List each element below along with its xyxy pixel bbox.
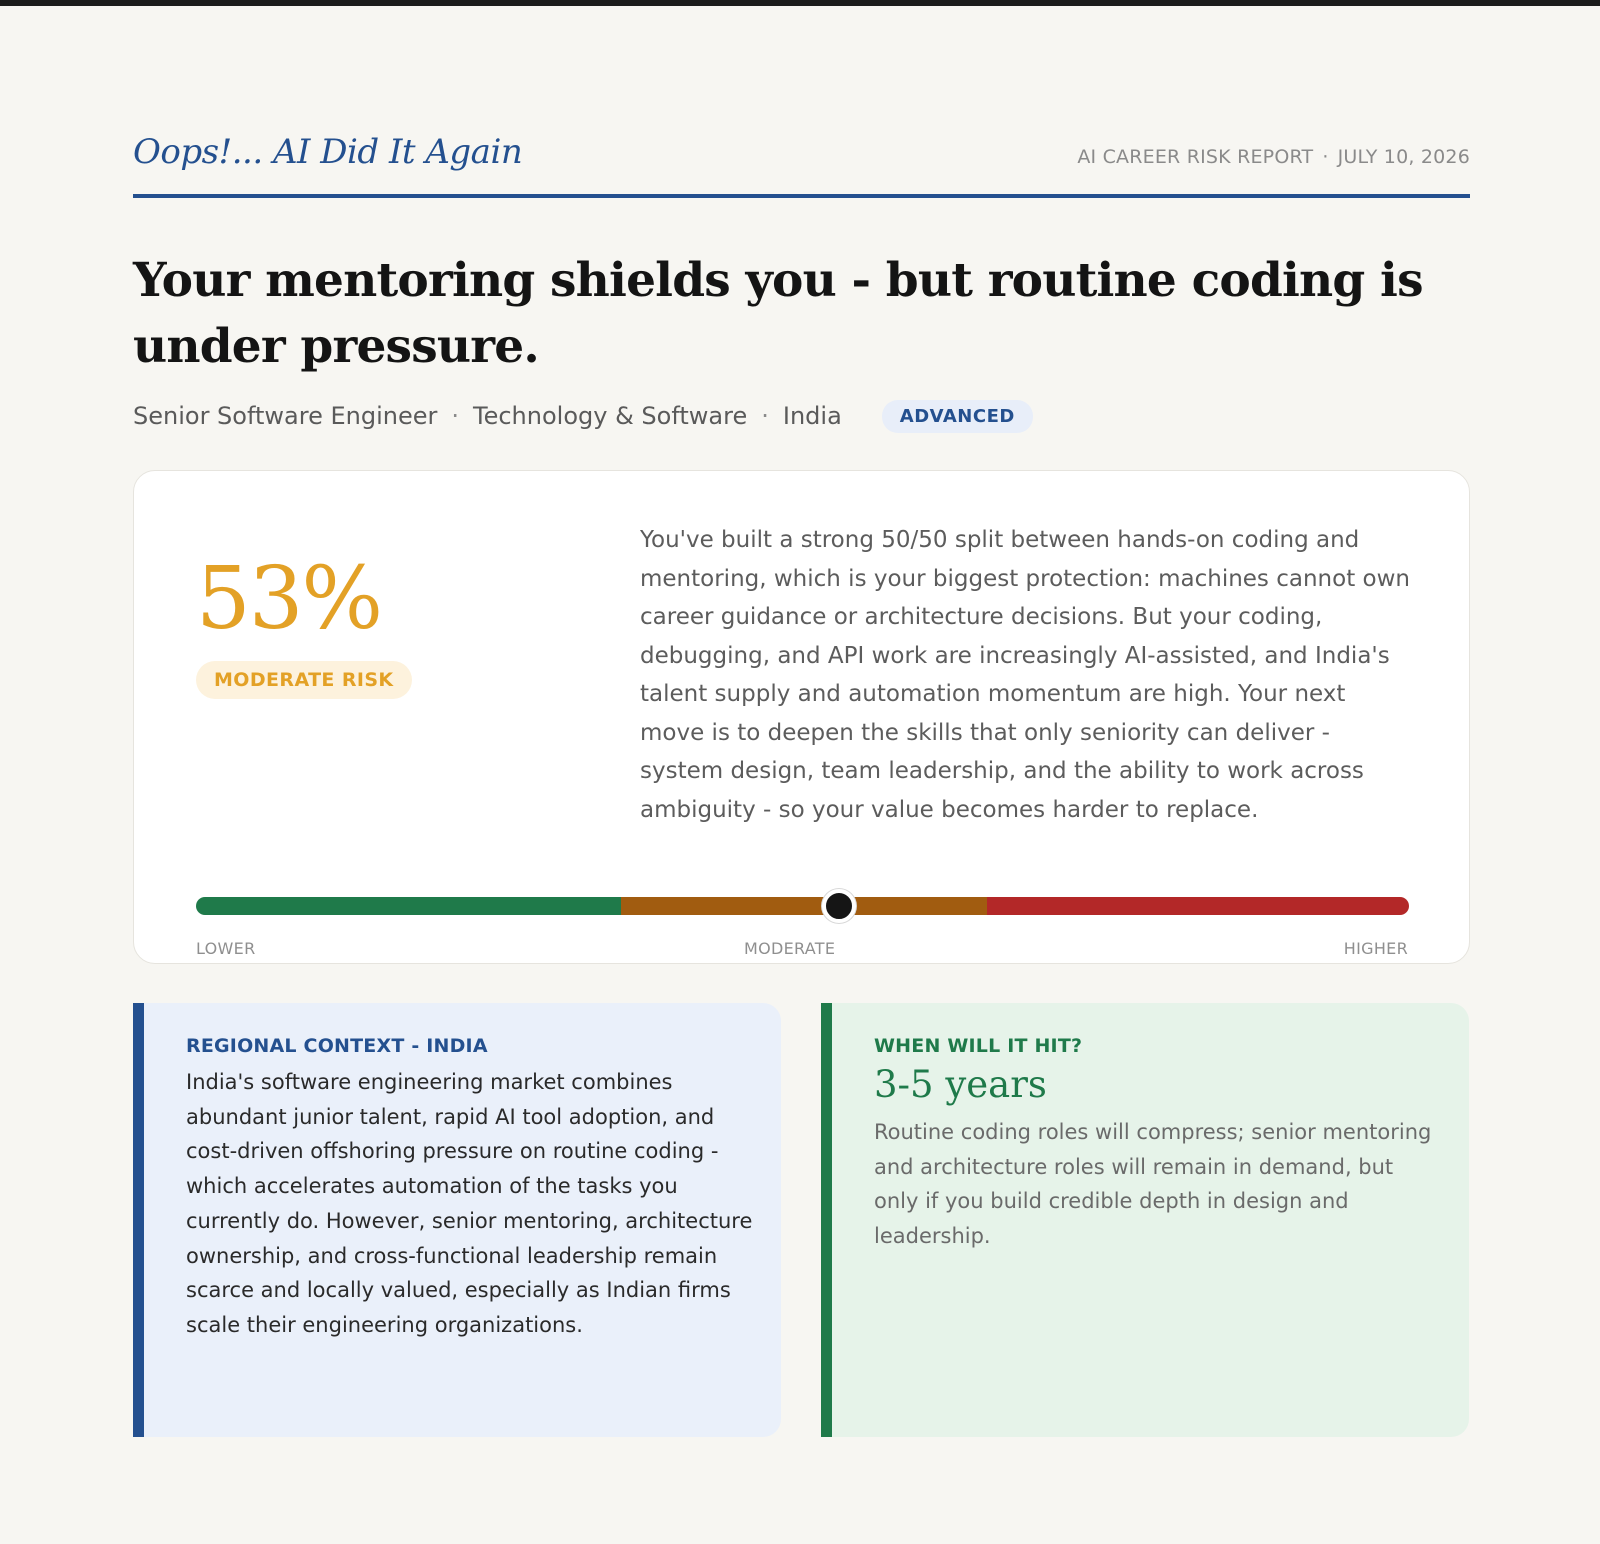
risk-score-card bbox=[133, 470, 1470, 964]
risk-meter-bar bbox=[196, 897, 1409, 915]
meter-label-high: HIGHER bbox=[1343, 939, 1408, 958]
meter-label-low: LOWER bbox=[196, 939, 256, 958]
page-title: Your mentoring shields you - but routine coding is under pressure. bbox=[133, 253, 1423, 374]
regional-context-title: REGIONAL CONTEXT - INDIA bbox=[186, 1035, 488, 1057]
risk-level-badge: MODERATE RISK bbox=[196, 661, 412, 699]
level-badge: ADVANCED bbox=[882, 400, 1033, 433]
timing-title: WHEN WILL IT HIT? bbox=[874, 1035, 1083, 1057]
risk-percent: 53% bbox=[196, 549, 382, 649]
separator-dot: · bbox=[761, 402, 769, 430]
regional-context-panel bbox=[133, 1003, 781, 1437]
meter-label-moderate: MODERATE bbox=[744, 939, 836, 958]
profile-role: Senior Software Engineer bbox=[133, 402, 438, 430]
report-header bbox=[133, 128, 1470, 198]
top-border bbox=[0, 0, 1600, 6]
profile-region: India bbox=[782, 402, 842, 430]
report-date: JULY 10, 2026 bbox=[1337, 146, 1470, 168]
meter-segment-low bbox=[196, 897, 621, 915]
timing-panel bbox=[821, 1003, 1469, 1437]
risk-meter-marker bbox=[822, 889, 856, 923]
brand-title[interactable]: Oops!... AI Did It Again bbox=[133, 132, 523, 172]
report-label: AI CAREER RISK REPORT bbox=[1077, 146, 1314, 168]
profile-line bbox=[133, 396, 1033, 436]
meter-segment-moderate bbox=[621, 897, 987, 915]
separator-dot: · bbox=[451, 402, 460, 430]
regional-context-body: India's software engineering market combines abundant junior talent, rapid AI tool adoption, and cost-driven offshoring pressure on routine coding - which accelerates automation of the tasks you currently do. However, senior mentoring, architecture ownership, and cross-functional leadership remain scarce and locally valued, especially as Indian firms scale their engineering organizations. bbox=[186, 1070, 753, 1337]
risk-summary: You've built a strong 50/50 split between hands-on coding and mentoring, which is your biggest protection: machines cannot own career guidance or architecture decisions. But your coding, debugging, and API work are increasingly AI-assisted, and India's talent supply and automation momentum are high. Your next move is to deepen the skills that only seniority can deliver - system design, team leadership, and the ability to work across ambiguity - so your value becomes harder to replace. bbox=[640, 527, 1410, 823]
timing-timeframe: 3-5 years bbox=[874, 1063, 1047, 1106]
profile-industry: Technology & Software bbox=[473, 402, 748, 430]
separator-dot: · bbox=[1322, 146, 1329, 168]
meter-segment-high bbox=[987, 897, 1409, 915]
report-meta bbox=[1077, 146, 1470, 168]
timing-body: Routine coding roles will compress; senior mentoring and architecture roles will remain in demand, but only if you build credible depth in design and leadership. bbox=[874, 1120, 1432, 1249]
